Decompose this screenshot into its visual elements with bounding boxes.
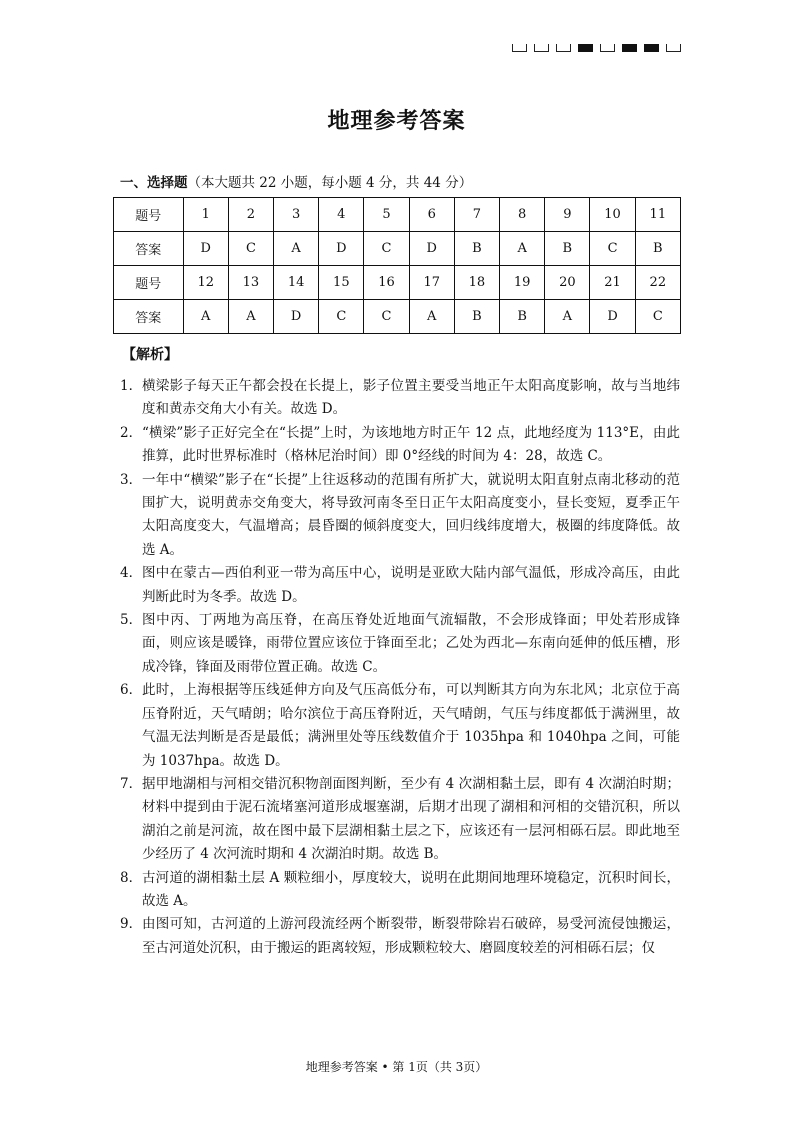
list-item	[120, 913, 680, 960]
item-text: 图中在蒙古—西伯利亚一带为高压中心，说明是亚欧大陆内部气温低，形成冷高压，由此判断此时为冬季。故选 D。	[142, 565, 680, 605]
list-item	[120, 469, 680, 563]
item-number: 1．	[120, 378, 143, 394]
table-cell: 17	[409, 266, 454, 300]
item-text: 古河道的湖相黏土层 A 颗粒细小，厚度较大，说明在此期间地理环境稳定，沉积时间长，故选 A。	[142, 869, 680, 909]
table-row	[114, 300, 681, 334]
page-title: 地理参考答案	[327, 109, 466, 134]
table-row	[114, 232, 681, 266]
analysis-heading: 【解析】	[122, 347, 178, 363]
table-cell: 13	[228, 266, 273, 300]
table-cell: 5	[364, 198, 409, 232]
header-mark	[534, 44, 549, 52]
table-cell: B	[500, 300, 545, 334]
answer-table-body	[114, 198, 681, 334]
list-item	[120, 609, 680, 679]
item-text: 横梁影子每天正午都会投在长提上，影子位置主要受当地正午太阳高度影响，故与当地纬度和黄赤交角大小有关。故选 D。	[142, 378, 680, 418]
table-cell: A	[545, 300, 590, 334]
section-title: 一、选择题	[120, 175, 188, 191]
table-cell: 1	[183, 198, 228, 232]
section-note: （本大题共 22 小题，每小题 4 分，共 44 分）	[187, 175, 473, 191]
item-number: 7．	[120, 775, 143, 792]
table-cell: 19	[500, 266, 545, 300]
table-cell: D	[409, 232, 454, 266]
analysis-list	[120, 375, 680, 960]
header-mark	[556, 44, 571, 52]
row-label: 题号	[114, 198, 184, 232]
table-cell: B	[545, 232, 590, 266]
table-cell: 18	[454, 266, 499, 300]
table-cell: A	[274, 232, 319, 266]
item-number: 5．	[120, 612, 143, 629]
list-item	[120, 375, 680, 422]
table-cell: 6	[409, 198, 454, 232]
table-cell: C	[228, 232, 273, 266]
item-text: 此时，上海根据等压线延伸方向及气压高低分布，可以判断其方向为东北风；北京位于高压脊附近，天气晴朗；哈尔滨位于高压脊附近，天气晴朗，气压与纬度都低于满洲里，故气温无法判断是否是最低；满洲里处等压线数值介于 1035hpa 和 1040hpa 之间，可能为 1037hpa。故选 D。	[142, 682, 680, 769]
header-mark	[644, 44, 659, 52]
item-number: 4．	[120, 565, 143, 582]
table-cell: D	[319, 232, 364, 266]
item-text: “横梁”影子正好完全在“长提”上时，为该地地方时正午 12 点，此地经度为 113°E，由此推算，此时世界标准时（格林尼治时间）即 0°经线的时间为 4：28，故选 C。	[142, 424, 680, 465]
item-number: 8．	[120, 869, 143, 886]
table-cell: 14	[274, 266, 319, 300]
table-cell: A	[183, 300, 228, 334]
table-cell: C	[590, 232, 635, 266]
answer-table	[113, 197, 681, 334]
item-text: 由图可知，古河道的上游河段流经两个断裂带，断裂带除岩石破碎，易受河流侵蚀搬运，至古河道处沉积，由于搬运的距离较短，形成颗粒较大、磨圆度较差的河相砾石层；仅	[142, 916, 680, 956]
row-label: 答案	[114, 232, 184, 266]
item-text: 一年中“横梁”影子在“长提”上往返移动的范围有所扩大，就说明太阳直射点南北移动的范围扩大，说明黄赤交角变大，将导致河南冬至日正午太阳高度变小，昼长变短，夏季正午太阳高度变大，气温增高；晨昏圈的倾斜度变大，回归线纬度增大，极圈的纬度降低。故选 A。	[142, 471, 680, 558]
table-cell: 20	[545, 266, 590, 300]
item-number: 9．	[120, 916, 143, 933]
list-item	[120, 679, 680, 773]
header-mark	[622, 44, 637, 52]
table-cell: 10	[590, 198, 635, 232]
table-cell: 7	[454, 198, 499, 232]
header-mark	[512, 44, 527, 52]
table-cell: A	[409, 300, 454, 334]
table-cell: D	[274, 300, 319, 334]
table-cell: D	[183, 232, 228, 266]
table-cell: B	[635, 232, 680, 266]
table-cell: 2	[228, 198, 273, 232]
table-cell: 3	[274, 198, 319, 232]
table-cell: 4	[319, 198, 364, 232]
table-cell: A	[500, 232, 545, 266]
item-number: 2．	[120, 424, 143, 441]
header-mark	[666, 44, 681, 52]
table-row	[114, 198, 681, 232]
header-mark	[600, 44, 615, 52]
row-label: 答案	[114, 300, 184, 334]
item-number: 3．	[120, 471, 143, 488]
row-label: 题号	[114, 266, 184, 300]
table-cell: C	[319, 300, 364, 334]
item-number: 6．	[120, 682, 143, 699]
table-cell: 21	[590, 266, 635, 300]
list-item	[120, 422, 680, 469]
table-cell: C	[364, 300, 409, 334]
list-item	[120, 867, 680, 914]
table-cell: C	[364, 232, 409, 266]
header-mark	[578, 44, 593, 52]
table-cell: 8	[500, 198, 545, 232]
table-cell: D	[590, 300, 635, 334]
list-item	[120, 773, 680, 867]
table-cell: 16	[364, 266, 409, 300]
list-item	[120, 562, 680, 609]
table-cell: 22	[635, 266, 680, 300]
page-footer: 地理参考答案 • 第 1页（共 3页）	[305, 1060, 488, 1074]
table-cell: B	[454, 300, 499, 334]
item-text: 图中丙、丁两地为高压脊，在高压脊处近地面气流辐散，不会形成锋面；甲处若形成锋面，则应该是暖锋，雨带位置应该位于锋面至北；乙处为西北—东南向延伸的低压槽，形成冷锋，锋面及雨带位置正确。故选 C。	[142, 612, 680, 675]
table-cell: C	[635, 300, 680, 334]
table-cell: 12	[183, 266, 228, 300]
item-text: 据甲地湖相与河相交错沉积物剖面图判断，至少有 4 次湖相黏土层，即有 4 次湖泊时期；材料中提到由于泥石流堵塞河道形成堰塞湖，后期才出现了湖相和河相的交错沉积，所以湖泊之前是河流，故在图中最下层湖相黏土层之下，应该还有一层河相砾石层。即此地至少经历了 4 次河流时期和 4 次湖泊时期。故选 B。	[142, 775, 680, 863]
table-cell: 11	[635, 198, 680, 232]
table-cell: 15	[319, 266, 364, 300]
table-row	[114, 266, 681, 300]
table-cell: B	[454, 232, 499, 266]
table-cell: 9	[545, 198, 590, 232]
section-heading	[120, 171, 472, 191]
header-marks	[512, 44, 681, 52]
table-cell: A	[228, 300, 273, 334]
